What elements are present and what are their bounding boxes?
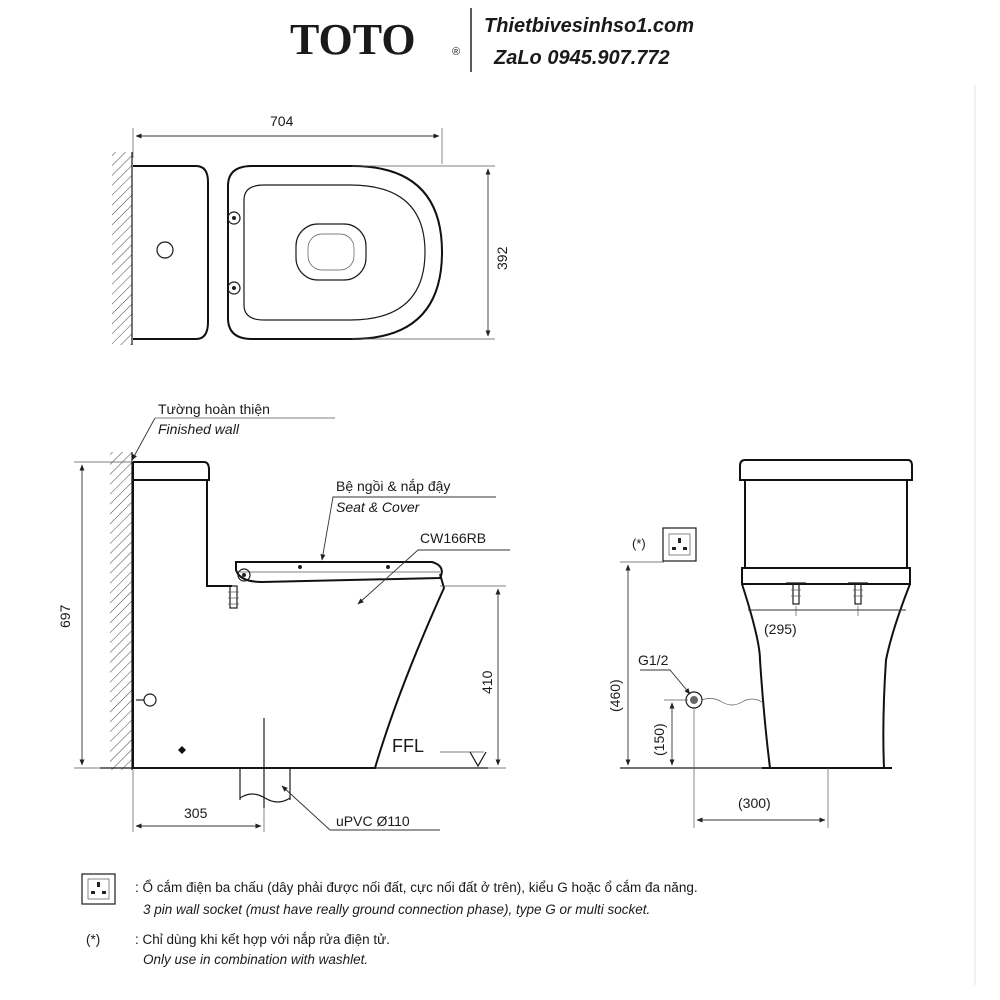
legend-socket-icon [82,874,115,904]
flush-button [157,242,173,258]
tank-lid [133,462,209,480]
legend-note-mark: (*) [86,932,101,947]
socket-height-dimension: (460) [607,679,623,712]
seat-label-en: Seat & Cover [336,499,420,515]
legend-socket-en: 3 pin wall socket (must have really ground connection phase), type G or multi socket. [143,902,651,917]
front-view [607,460,912,828]
anchor-mark [178,746,186,754]
water-surface [296,224,366,280]
front-tank-lid [740,460,912,480]
height-dimension: 697 [57,604,73,628]
legend-socket-vi: : Ổ cắm điện ba chấu (dây phải được nối đất, cực nối đất ở trên), kiểu G hoặc ổ cắm đa năng. [135,880,698,895]
mounting-bolt-right [848,583,868,604]
finished-wall-hatch [110,452,132,770]
socket-icon [663,528,696,561]
mounting-bolt-left [786,583,806,604]
legend-note-vi: : Chỉ dùng khi kết hợp với nắp rửa điện tử. [135,932,390,947]
depth-dimension: 392 [494,246,510,270]
water-inlet-icon [686,692,702,708]
hatch-wall [112,152,132,345]
floor-level-icon [470,752,486,766]
floor-level-label: FFL [392,736,425,756]
bolt-spacing-dimension: (295) [764,621,797,637]
seat-model-label: CW166RB [420,530,487,546]
side-view [57,401,510,832]
phone-text: ZaLo 0945.907.772 [494,47,670,69]
top-view [112,113,510,345]
inlet-height-dimension: (150) [651,723,667,756]
inlet-offset-dimension: (300) [738,795,771,811]
header [290,8,694,72]
water-inlet-side [144,694,156,706]
supply-hose [702,698,762,705]
drain-pipe [240,794,290,802]
seat-label-vi: Bệ ngồi & nắp đậy [336,478,451,494]
bowl-outline [228,166,442,339]
socket-note-mark: (*) [632,536,646,551]
tank-outline [133,166,208,339]
wall-label-vi: Tường hoàn thiện [158,401,270,417]
wall-label-en: Finished wall [158,421,239,437]
registered-mark: ® [452,46,461,58]
brand-logo: TOTO [290,15,416,64]
legend [82,874,698,967]
legend-note-en: Only use in combination with washlet. [143,952,369,967]
website-text: Thietbivesinhso1.com [484,15,695,37]
seat-height-dimension: 410 [479,670,495,694]
drain-label: uPVC Ø110 [336,813,410,829]
width-dimension: 704 [270,113,294,129]
front-seat [742,568,910,584]
inlet-label: G1/2 [638,652,669,668]
rough-in-dimension: 305 [184,805,208,821]
